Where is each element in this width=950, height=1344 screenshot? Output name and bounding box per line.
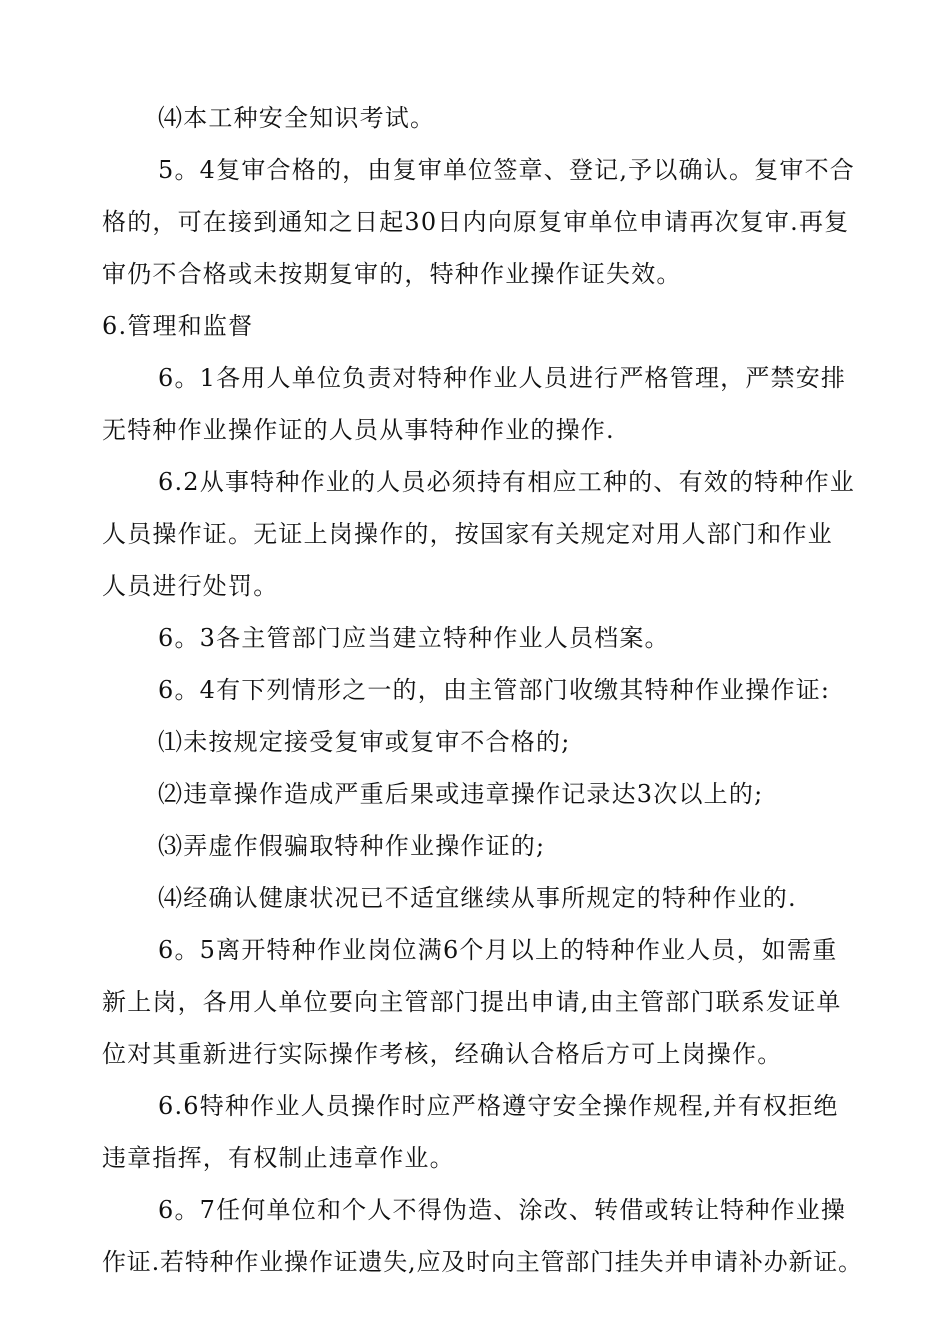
text-line: 人员操作证。无证上岗操作的，按国家有关规定对用人部门和作业 [102,520,833,548]
list-item: ⑶弄虚作假骗取特种作业操作证的; [158,832,546,860]
text-line: 6。5离开特种作业岗位满6个月以上的特种作业人员，如需重 [158,936,838,964]
list-item: ⑵违章操作造成严重后果或违章操作记录达3次以上的; [158,780,764,808]
text-line: 违章指挥，有权制止违章作业。 [102,1144,455,1172]
text-line: 6.2从事特种作业的人员必须持有相应工种的、有效的特种作业 [158,468,855,496]
text-line: 位对其重新进行实际操作考核，经确认合格后方可上岗操作。 [102,1040,783,1068]
text-line: 无特种作业操作证的人员从事特种作业的操作. [102,416,615,444]
text-line: 6。1各用人单位负责对特种作业人员进行严格管理，严禁安排 [158,364,847,392]
list-item: ⑴未按规定接受复审或复审不合格的; [158,728,571,756]
text-line: ⑷本工种安全知识考试。 [158,104,436,132]
text-line: 6。7任何单位和个人不得伪造、涂改、转借或转让特种作业操 [158,1196,847,1224]
text-line: 新上岗，各用人单位要向主管部门提出申请,由主管部门联系发证单 [102,988,842,1016]
section-heading: 6.管理和监督 [102,312,254,340]
list-item: ⑷经确认健康状况已不适宜继续从事所规定的特种作业的. [158,884,797,912]
text-line: 审仍不合格或未按期复审的，特种作业操作证失效。 [102,260,682,288]
text-line: 6。3各主管部门应当建立特种作业人员档案。 [158,624,670,652]
text-line: 格的，可在接到通知之日起30日内向原复审单位申请再次复审.再复 [102,208,850,236]
text-line: 作证.若特种作业操作证遗失,应及时向主管部门挂失并申请补办新证。 [102,1248,863,1276]
text-line: 6.6特种作业人员操作时应严格遵守安全操作规程,并有权拒绝 [158,1092,839,1120]
text-line: 6。4有下列情形之一的，由主管部门收缴其特种作业操作证: [158,676,831,704]
text-line: 5。4复审合格的，由复审单位签章、登记,予以确认。复审不合 [158,156,855,184]
text-line: 人员进行处罚。 [102,572,279,600]
